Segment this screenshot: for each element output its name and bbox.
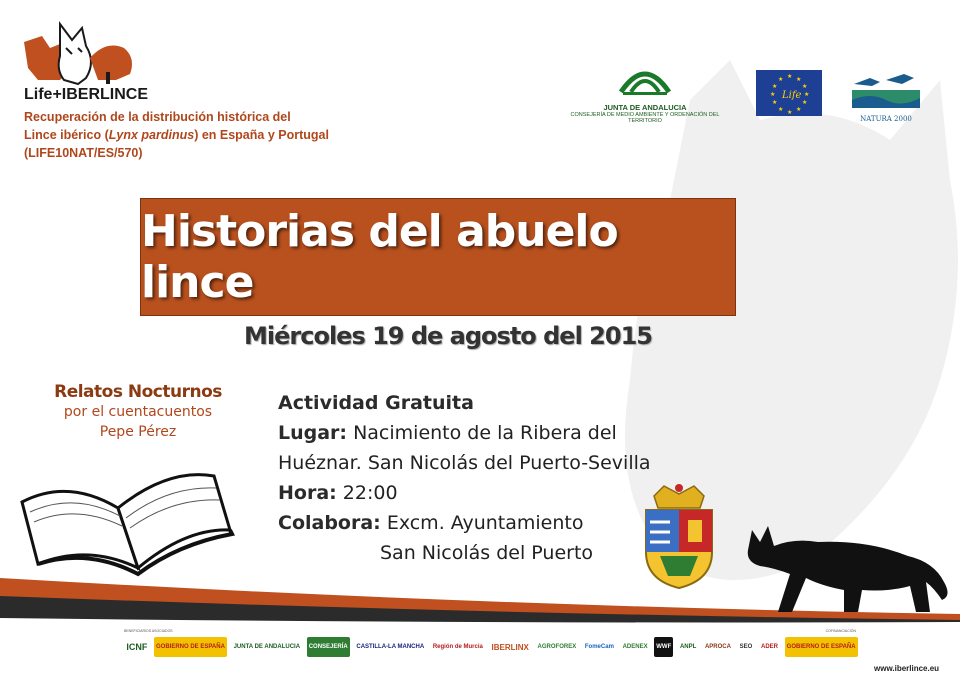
svg-text:★: ★ xyxy=(787,109,793,116)
sponsor-logo: WWF xyxy=(654,637,673,657)
sponsor-logo: AGROFOREX xyxy=(537,644,577,650)
sponsor-logo: APROCA xyxy=(704,644,731,650)
eu-life-flag-icon xyxy=(756,70,822,116)
svg-text:Life: Life xyxy=(782,90,802,101)
svg-text:★: ★ xyxy=(802,83,808,90)
svg-text:★: ★ xyxy=(787,73,793,80)
svg-text:★: ★ xyxy=(770,91,776,98)
relatos-title: Relatos Nocturnos xyxy=(54,382,222,402)
website-url[interactable]: www.iberlince.eu xyxy=(874,664,940,673)
sponsor-logo: ADENEX xyxy=(622,644,648,650)
project-description xyxy=(24,108,364,162)
lugar-line: Lugar: Nacimiento de la Ribera del xyxy=(278,422,617,444)
project-desc-line1: Recuperación de la distribución histórica del xyxy=(24,110,291,124)
sponsor-logo: FomeCam xyxy=(584,644,614,650)
junta-name: JUNTA DE ANDALUCIA xyxy=(603,103,687,112)
svg-text:★: ★ xyxy=(796,106,802,113)
sponsor-logo: JUNTA DE ANDALUCIA xyxy=(233,644,301,650)
sponsor-logo: CONSEJERÍA xyxy=(307,637,350,657)
sponsor-logo: ICNF xyxy=(126,642,148,652)
sponsors-right-heading: COFINANCIACIÓN xyxy=(825,629,856,633)
svg-text:★: ★ xyxy=(772,83,778,90)
sponsor-logo: Región de Murcia xyxy=(432,644,483,650)
project-desc-line2: Lince ibérico (Lynx pardinus) en España y Portugal xyxy=(24,128,329,142)
svg-text:★: ★ xyxy=(804,91,810,98)
colabora-line-2: San Nicolás del Puerto xyxy=(380,542,594,564)
sponsor-logo: CASTILLA-LA MANCHA xyxy=(356,644,425,650)
sponsors-left-heading: BENEFICIARIOS ASOCIADOS xyxy=(124,629,173,633)
project-code: (LIFE10NAT/ES/570) xyxy=(24,146,143,160)
hora-line: Hora: 22:00 xyxy=(278,482,398,504)
event-title-banner xyxy=(140,198,736,316)
svg-text:★: ★ xyxy=(802,99,808,106)
sponsor-logo: IBERLINX xyxy=(491,642,529,652)
event-title: Historias del abuelo lince xyxy=(141,206,618,308)
natura-2000-logo xyxy=(850,70,922,122)
relatos-subtitle: por el cuentacuentos xyxy=(63,404,213,420)
svg-text:★: ★ xyxy=(796,76,802,83)
natura-birds-icon xyxy=(850,70,922,110)
relatos-block xyxy=(20,382,256,442)
sponsor-logo: GOBIERNO DE ESPAÑA xyxy=(154,637,227,657)
activity-label: Actividad Gratuita xyxy=(278,392,474,414)
natura-label: NATURA 2000 xyxy=(860,115,912,123)
sponsor-logo: GOBIERNO DE ESPAÑA xyxy=(785,637,858,657)
lynx-silhouette-icon xyxy=(738,512,958,616)
svg-text:★: ★ xyxy=(778,106,784,113)
event-info xyxy=(278,388,698,568)
colabora-line: Colabora: Excm. Ayuntamiento xyxy=(278,512,584,534)
sponsor-logo: ADER xyxy=(760,644,778,650)
svg-text:★: ★ xyxy=(778,76,784,83)
sponsor-logo: ANPL xyxy=(679,644,697,650)
junta-andalucia-logo xyxy=(570,62,720,124)
event-date: Miércoles 19 de agosto del 2015 xyxy=(244,322,652,350)
junta-subtitle: CONSEJERÍA DE MEDIO AMBIENTE Y ORDENACIÓN DEL TERRITORIO xyxy=(570,112,720,124)
lugar-line-2: Huéznar. San Nicolás del Puerto-Sevilla xyxy=(278,452,651,474)
storyteller-name: Pepe Pérez xyxy=(99,424,177,440)
life-iberlince-logo-text: Life+IBERLINCE xyxy=(24,86,149,103)
sponsor-logo: SEO xyxy=(739,644,753,650)
svg-text:★: ★ xyxy=(772,99,778,106)
junta-emblem-icon xyxy=(615,62,675,96)
sponsors-strip xyxy=(118,628,864,666)
